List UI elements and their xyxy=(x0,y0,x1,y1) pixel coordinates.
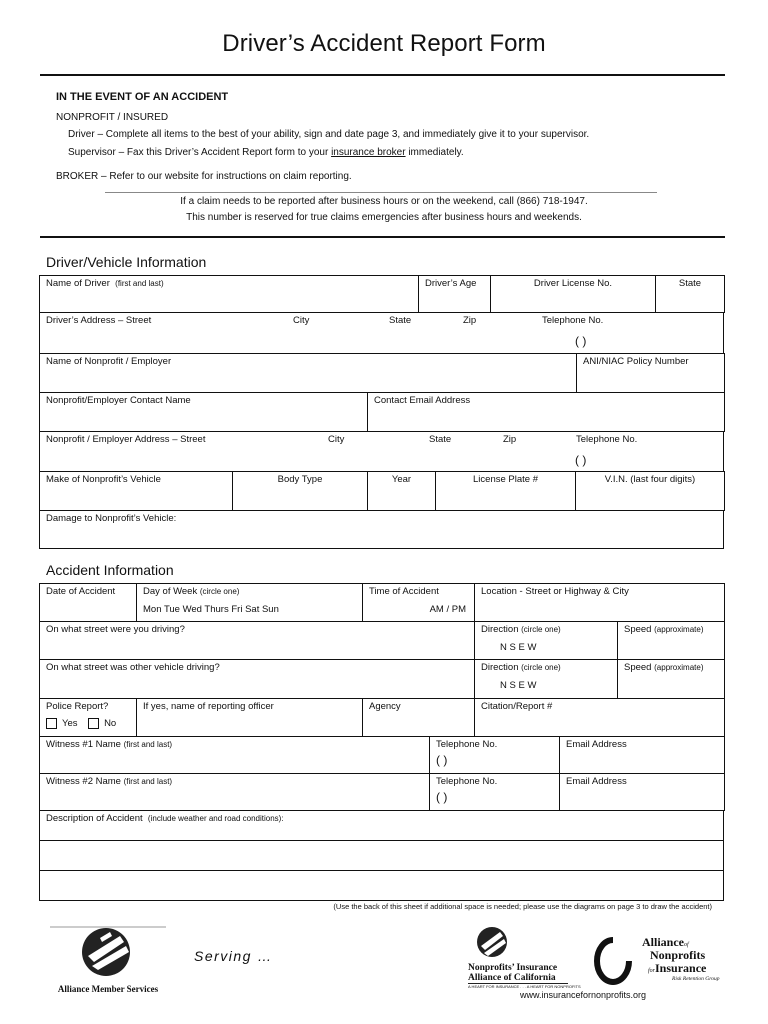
accident-section-title: Accident Information xyxy=(46,562,174,578)
contact-email-cell[interactable] xyxy=(368,393,725,432)
policy-number-cell[interactable] xyxy=(577,354,725,393)
other-street-cell[interactable] xyxy=(40,660,475,699)
officer-cell[interactable] xyxy=(137,699,363,737)
street-driving-label: On what street were you driving? xyxy=(46,624,185,635)
witness1-phone-parens: ( ) xyxy=(436,753,448,767)
plate-label: License Plate # xyxy=(473,474,538,485)
damage-label: Damage to Nonprofit’s Vehicle: xyxy=(46,513,177,524)
description-line-3[interactable] xyxy=(40,871,724,901)
ani-line-1: Alliance xyxy=(642,935,684,949)
ani-of-word: of xyxy=(684,942,689,948)
speed-label-1: Speed xyxy=(624,624,652,635)
alliance-member-services-logo xyxy=(50,926,166,994)
damage-table xyxy=(39,510,724,549)
nsew-options-2[interactable]: N S E W xyxy=(500,680,537,691)
contact-name-cell[interactable] xyxy=(40,393,368,432)
employer-address-table xyxy=(39,431,724,472)
police-no-label: No xyxy=(104,718,117,730)
ani-for-word: for xyxy=(648,968,656,974)
body-type-label: Body Type xyxy=(277,474,323,485)
direction-cell-1[interactable] xyxy=(475,622,618,660)
direction-cell-2[interactable] xyxy=(475,660,618,699)
driver-address-cell[interactable] xyxy=(40,313,724,354)
description-table xyxy=(39,810,724,901)
policy-number-label: ANI/NIAC Policy Number xyxy=(583,356,689,367)
employer-table xyxy=(39,353,725,393)
police-report-cell xyxy=(40,699,137,737)
nsew-options-1[interactable]: N S E W xyxy=(500,642,537,653)
witness1-name-cell[interactable] xyxy=(40,737,430,774)
vin-cell[interactable] xyxy=(576,472,725,511)
ams-label: Alliance Member Services xyxy=(57,984,159,994)
employer-zip-label: Zip xyxy=(503,434,517,445)
am-pm-options[interactable]: AM / PM xyxy=(429,604,466,615)
ani-line-3: Insurance xyxy=(655,961,707,975)
days-options[interactable]: Mon Tue Wed Thurs Fri Sat Sun xyxy=(143,604,279,615)
ams-hands-icon xyxy=(50,926,166,978)
serving-text: Serving … xyxy=(194,948,273,964)
witness1-name-label: Witness #1 Name xyxy=(46,739,121,750)
direction-circle-note-2: (circle one) xyxy=(521,663,561,672)
witness2-name-cell[interactable] xyxy=(40,774,430,811)
insurance-broker-link[interactable]: insurance broker xyxy=(331,147,406,158)
location-cell[interactable] xyxy=(475,584,725,622)
contact-email-label: Contact Email Address xyxy=(374,395,471,406)
vin-label: V.I.N. (last four digits) xyxy=(604,474,696,485)
witness2-phone-parens: ( ) xyxy=(436,790,448,804)
niac-line-2: Alliance of California xyxy=(468,973,568,984)
date-label: Date of Accident xyxy=(46,586,116,597)
employer-city-label: City xyxy=(328,434,345,445)
broker-instruction: BROKER – Refer to our website for instructions on claim reporting. xyxy=(56,171,352,182)
other-street-label: On what street was other vehicle driving? xyxy=(46,662,220,673)
aninsurance-logo xyxy=(594,936,722,988)
driver-address-label: Driver’s Address – Street xyxy=(46,315,152,326)
speed-approx-note-2: (approximate) xyxy=(654,663,704,672)
driver-state-label: State xyxy=(389,315,412,326)
first-last-note: (first and last) xyxy=(115,279,164,288)
witness2-phone-cell[interactable] xyxy=(430,774,560,811)
citation-label: Citation/Report # xyxy=(481,701,553,712)
contact-name-label: Nonprofit/Employer Contact Name xyxy=(46,395,191,406)
niac-line-1: Nonprofits’ Insurance xyxy=(468,963,558,973)
day-of-week-cell[interactable] xyxy=(137,584,363,622)
title-divider xyxy=(40,74,725,76)
police-yes-checkbox[interactable] xyxy=(46,718,57,729)
instructions-thin-divider xyxy=(105,192,657,193)
damage-cell[interactable] xyxy=(40,511,724,549)
witness1-table xyxy=(39,736,725,774)
driver-zip-label: Zip xyxy=(463,315,477,326)
witness2-email-cell[interactable] xyxy=(560,774,725,811)
witness2-table xyxy=(39,773,725,811)
niac-tagline: A HEART FOR INSURANCE . . . A HEART FOR NONPROFITS xyxy=(468,984,581,989)
street-driving-cell[interactable] xyxy=(40,622,475,660)
ani-ring-icon xyxy=(594,936,632,986)
website-link[interactable]: www.insurancefornonprofits.org xyxy=(520,990,647,1000)
employer-state-label: State xyxy=(429,434,452,445)
accident-date-table xyxy=(39,583,725,622)
witness2-first-last-note: (first and last) xyxy=(123,777,173,786)
speed-cell-2[interactable] xyxy=(618,660,725,699)
police-no-checkbox[interactable] xyxy=(88,718,99,729)
speed-label-2: Speed xyxy=(624,662,652,673)
witness2-phone-label: Telephone No. xyxy=(436,776,498,787)
name-of-driver-cell[interactable] xyxy=(40,276,419,313)
supervisor-suffix: immediately. xyxy=(405,147,464,158)
description-note: (include weather and road conditions): xyxy=(147,814,284,823)
police-table xyxy=(39,698,725,737)
description-line-2[interactable] xyxy=(40,841,724,871)
employer-address-cell[interactable] xyxy=(40,432,724,472)
date-cell[interactable] xyxy=(40,584,137,622)
witness1-email-label: Email Address xyxy=(566,739,627,750)
make-label: Make of Nonprofit’s Vehicle xyxy=(46,474,161,485)
police-report-label: Police Report? xyxy=(46,701,109,712)
agency-cell[interactable] xyxy=(363,699,475,737)
day-of-week-label: Day of Week xyxy=(143,586,198,597)
employer-address-label: Nonprofit / Employer Address – Street xyxy=(46,434,206,445)
street-driving-table xyxy=(39,621,725,660)
driver-section-title: Driver/Vehicle Information xyxy=(46,254,207,270)
back-of-sheet-note: (Use the back of this sheet if additional space is needed; please use the diagrams on page 3 to draw the accident) xyxy=(333,902,712,911)
time-label: Time of Accident xyxy=(369,586,439,597)
description-label: Description of Accident xyxy=(46,813,143,824)
instructions-heading: IN THE EVENT OF AN ACCIDENT xyxy=(56,91,229,103)
drivers-age-cell[interactable] xyxy=(419,276,491,313)
year-label: Year xyxy=(391,474,412,485)
direction-label-2: Direction xyxy=(481,662,519,673)
name-of-driver-label: Name of Driver xyxy=(46,278,110,289)
witness1-first-last-note: (first and last) xyxy=(123,740,173,749)
police-yes-label: Yes xyxy=(62,718,78,730)
other-street-table xyxy=(39,659,725,699)
witness1-phone-cell[interactable] xyxy=(430,737,560,774)
license-state-cell[interactable] xyxy=(656,276,725,313)
ani-tagline: Risk Retention Group xyxy=(672,976,720,982)
niac-logo xyxy=(468,926,581,989)
license-no-label: Driver License No. xyxy=(533,278,613,289)
speed-cell-1[interactable] xyxy=(618,622,725,660)
driver-telephone-label: Telephone No. xyxy=(542,315,604,326)
direction-label-1: Direction xyxy=(481,624,519,635)
agency-label: Agency xyxy=(369,701,401,712)
citation-cell[interactable] xyxy=(475,699,725,737)
driver-phone-parens: ( ) xyxy=(575,334,587,348)
speed-approx-note-1: (approximate) xyxy=(654,625,704,634)
ani-insurance-line xyxy=(648,962,706,977)
license-no-cell[interactable] xyxy=(491,276,656,313)
body-type-cell[interactable] xyxy=(233,472,368,511)
witness2-email-label: Email Address xyxy=(566,776,627,787)
instructions-divider xyxy=(40,236,725,238)
supervisor-prefix: Supervisor – Fax this Driver’s Accident Report form to your xyxy=(68,147,332,158)
witness2-name-label: Witness #2 Name xyxy=(46,776,121,787)
driver-city-label: City xyxy=(293,315,310,326)
license-state-label: State xyxy=(678,278,702,289)
witness1-phone-label: Telephone No. xyxy=(436,739,498,750)
contact-table xyxy=(39,392,725,432)
nonprofit-employer-cell[interactable] xyxy=(40,354,577,393)
nonprofit-label: NONPROFIT / INSURED xyxy=(56,112,169,123)
witness1-email-cell[interactable] xyxy=(560,737,725,774)
driver-table xyxy=(39,275,725,313)
ani-line-2: Nonprofits xyxy=(650,948,706,962)
direction-circle-note-1: (circle one) xyxy=(521,625,561,634)
supervisor-instruction xyxy=(68,147,728,158)
employer-telephone-label: Telephone No. xyxy=(576,434,638,445)
niac-hands-icon xyxy=(468,926,568,958)
nonprofit-employer-label: Name of Nonprofit / Employer xyxy=(46,356,172,367)
page-title: Driver’s Accident Report Form xyxy=(222,30,546,57)
claim-line-2: This number is reserved for true claims emergencies after business hours and weekends. xyxy=(186,212,582,223)
drivers-age-label: Driver’s Age xyxy=(425,278,477,289)
claim-line-1: If a claim needs to be reported after business hours or on the weekend, call (866) 718-1947. xyxy=(180,196,588,207)
make-cell[interactable] xyxy=(40,472,233,511)
location-label: Location - Street or Highway & City xyxy=(481,586,629,597)
time-cell[interactable] xyxy=(363,584,475,622)
driver-instruction: Driver – Complete all items to the best of your ability, sign and date page 3, and immediately give it to your supervisor. xyxy=(68,129,590,140)
officer-label: If yes, name of reporting officer xyxy=(143,701,274,712)
driver-address-table xyxy=(39,312,724,354)
day-circle-note: (circle one) xyxy=(199,587,240,596)
vehicle-table xyxy=(39,471,725,511)
description-cell[interactable] xyxy=(40,811,724,841)
year-cell[interactable] xyxy=(368,472,436,511)
plate-cell[interactable] xyxy=(436,472,576,511)
employer-phone-parens: ( ) xyxy=(575,453,587,467)
